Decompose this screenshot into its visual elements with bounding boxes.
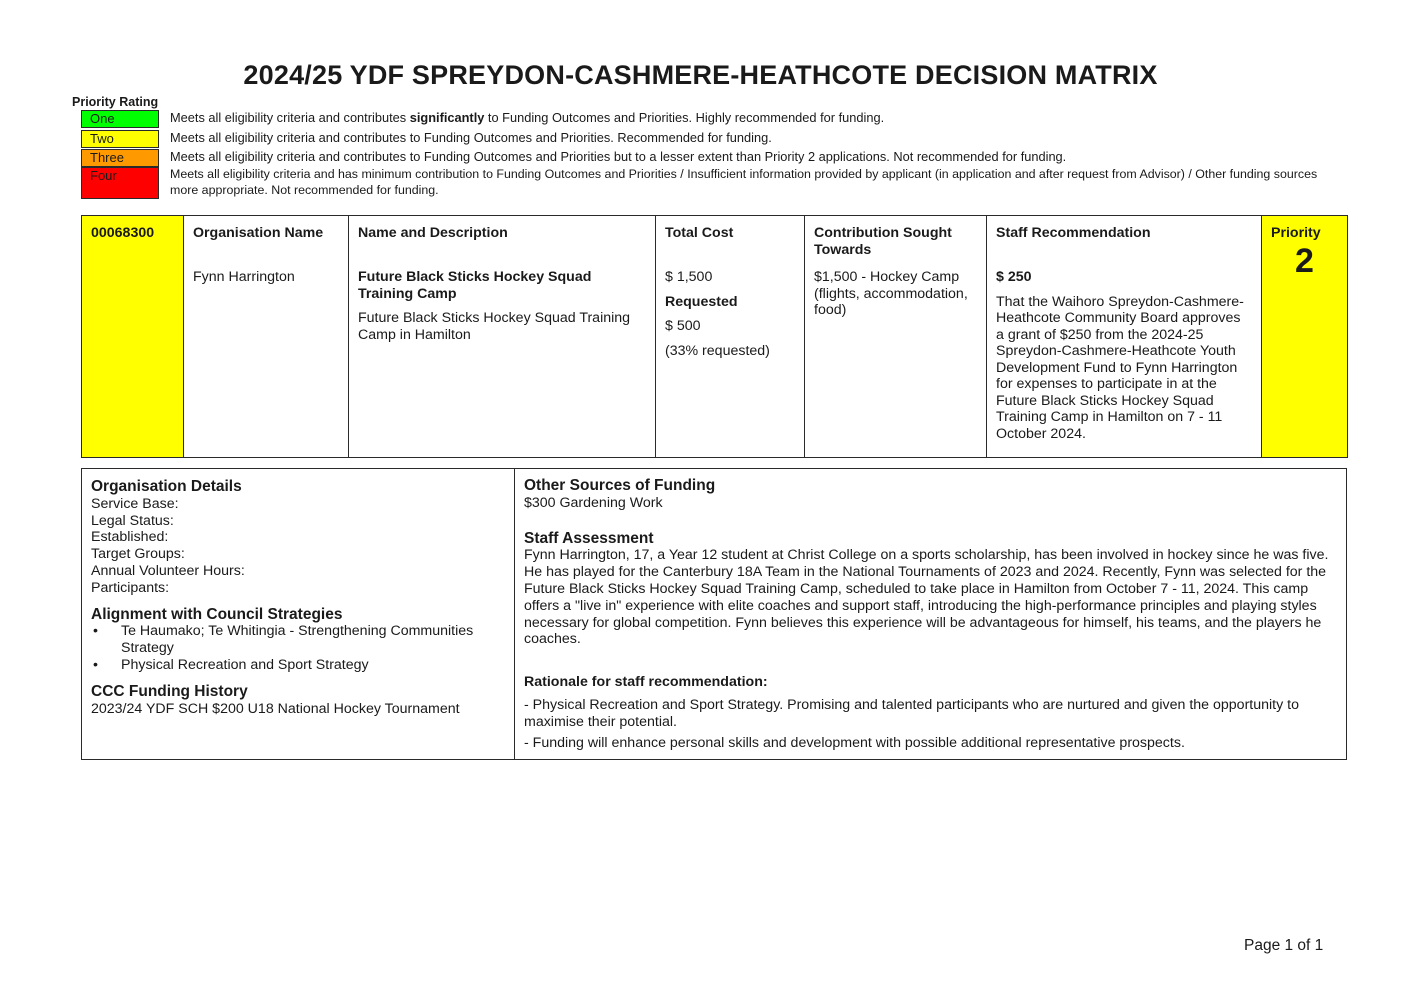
recommended-amount: $ 250 bbox=[996, 269, 1032, 285]
organisation-details-heading: Organisation Details bbox=[91, 478, 242, 495]
list-item: • Physical Recreation and Sport Strategy bbox=[121, 657, 505, 674]
list-item: • Te Haumako; Te Whitingia - Strengthening Communities Strategy bbox=[121, 623, 505, 657]
rationale-point-2: - Funding will enhance personal skills and development with possible additional representative prospects. bbox=[524, 734, 1185, 751]
priority-swatch-one: One bbox=[81, 110, 159, 128]
details-panel bbox=[81, 468, 1347, 760]
contribution-cell bbox=[805, 216, 987, 458]
priority-value: 2 bbox=[1295, 242, 1314, 280]
priority-swatch-four: Four bbox=[81, 167, 159, 199]
total-cost-cell bbox=[656, 216, 805, 458]
rationale-point-1: - Physical Recreation and Sport Strategy. Promising and talented participants who are nurtured and given the opportunity to maximise their potential. bbox=[524, 696, 1299, 730]
details-right-column bbox=[515, 469, 1346, 759]
total-cost-value: $ 1,500 bbox=[665, 269, 713, 285]
total-cost-header: Total Cost bbox=[665, 225, 734, 241]
project-description: Future Black Sticks Hockey Squad Training Camp in Hamilton bbox=[358, 310, 631, 343]
details-left-column bbox=[82, 469, 515, 759]
contribution-value: $1,500 - Hockey Camp (flights, accommodation, food) bbox=[814, 269, 968, 318]
contribution-header: Contribution Sought Towards bbox=[814, 225, 952, 258]
requested-label: Requested bbox=[665, 293, 738, 310]
priority-swatch-three: Three bbox=[81, 149, 159, 167]
staff-assessment-text: Fynn Harrington, 17, a Year 12 student at Christ College on a sports scholarship, has been involved in hockey since he was five. He has played for the Canterbury 18A Team in the National Tournaments of 2023 and 2024. Recently, Fynn was selected for the Future Black Sticks Hockey Squad Training Camp, scheduled to take place in Hamilton from October 7 - 11, 2024. This camp offers a "live in" experience with elite coaches and support staff, introducing the high-performance principles and playing styles necessary for global competition. Fynn believes this experience will be advantageous for himself, his teams, and the players he coaches. bbox=[524, 547, 1329, 648]
alignment-heading: Alignment with Council Strategies bbox=[91, 605, 343, 623]
priority-header: Priority bbox=[1271, 225, 1321, 241]
rationale-heading: Rationale for staff recommendation: bbox=[524, 674, 768, 691]
table-row bbox=[82, 216, 1348, 458]
legend-description-three: Meets all eligibility criteria and contributes to Funding Outcomes and Priorities but to a lesser extent than Priority 2 applications. Not recommended for funding. bbox=[170, 149, 1067, 164]
project-name: Future Black Sticks Hockey Squad Training Camp bbox=[358, 269, 592, 302]
legend-description-four: Meets all eligibility criteria and has minimum contribution to Funding Outcomes and Priorities / Insufficient information provided by applicant (in application and after request from Advisor) / Other funding sources more appropriate. Not recommended for funding. bbox=[170, 167, 1318, 197]
other-sources-value: $300 Gardening Work bbox=[524, 494, 663, 511]
staff-recommendation-header: Staff Recommendation bbox=[996, 225, 1151, 241]
name-description-header: Name and Description bbox=[358, 225, 508, 241]
org-field-target-groups: Target Groups: bbox=[91, 546, 185, 563]
org-field-volunteer-hours: Annual Volunteer Hours: bbox=[91, 562, 245, 579]
organisation-name: Fynn Harrington bbox=[193, 269, 295, 285]
org-field-legal-status: Legal Status: bbox=[91, 512, 174, 529]
org-field-participants: Participants: bbox=[91, 579, 170, 596]
page-title: 2024/25 YDF SPREYDON-CASHMERE-HEATHCOTE DECISION MATRIX bbox=[243, 60, 1158, 90]
page-number: Page 1 of 1 bbox=[1244, 937, 1324, 954]
requested-percentage: (33% requested) bbox=[665, 342, 770, 359]
application-id-cell bbox=[82, 216, 184, 458]
legend-description-one: Meets all eligibility criteria and contributes significantly to Funding Outcomes and Priorities. Highly recommended for funding. bbox=[170, 110, 885, 125]
funding-history-entry: 2023/24 YDF SCH $200 U18 National Hockey Tournament bbox=[91, 700, 460, 717]
other-sources-heading: Other Sources of Funding bbox=[524, 477, 716, 494]
priority-swatch-two: Two bbox=[81, 130, 159, 148]
organisation-name-cell bbox=[184, 216, 349, 458]
org-field-service-base: Service Base: bbox=[91, 495, 179, 512]
priority-rating-label: Priority Rating bbox=[72, 95, 159, 109]
recommendation-text: That the Waihoro Spreydon-Cashmere-Heathcote Community Board approves a grant of $250 from the 2024-25 Spreydon-Cashmere-Heathcote Youth Development Fund to Fynn Harrington for expenses to participate in at the Future Black Sticks Hockey Squad Training Camp in Hamilton on 7 - 11 October 2024. bbox=[996, 293, 1244, 442]
priority-cell bbox=[1262, 216, 1348, 458]
strategy-list bbox=[91, 623, 505, 673]
requested-amount: $ 500 bbox=[665, 318, 701, 334]
application-id: 00068300 bbox=[91, 225, 155, 241]
org-field-established: Established: bbox=[91, 529, 169, 546]
legend-description-two: Meets all eligibility criteria and contributes to Funding Outcomes and Priorities. Recommended for funding. bbox=[170, 130, 772, 145]
staff-assessment-heading: Staff Assessment bbox=[524, 529, 654, 547]
organisation-name-header: Organisation Name bbox=[193, 225, 324, 241]
staff-recommendation-cell bbox=[987, 216, 1262, 458]
decision-matrix-table bbox=[81, 215, 1348, 458]
funding-history-heading: CCC Funding History bbox=[91, 682, 248, 700]
name-description-cell bbox=[349, 216, 656, 458]
